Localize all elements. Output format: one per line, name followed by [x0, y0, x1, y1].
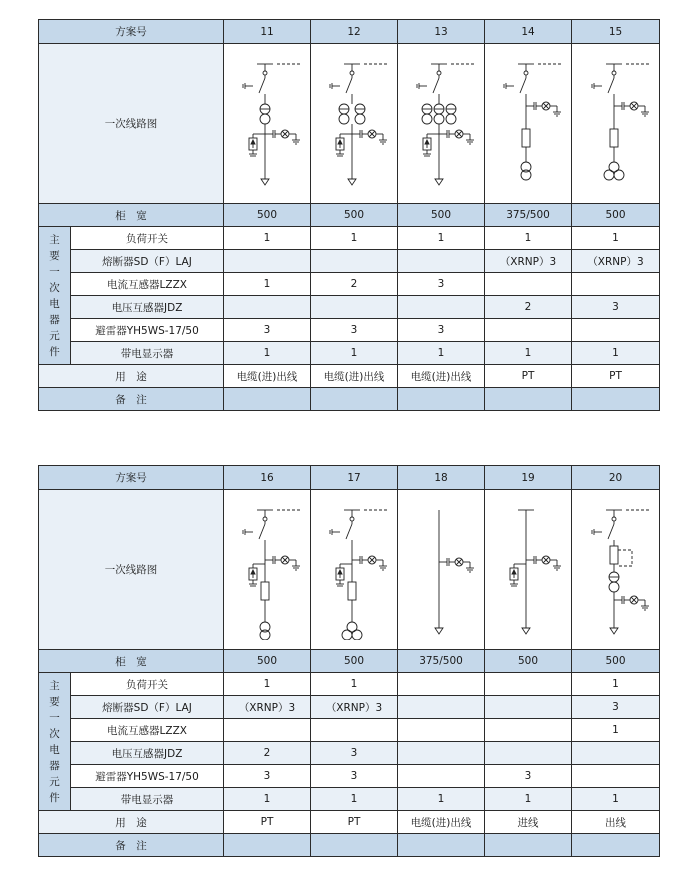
component-value: 3 [311, 742, 398, 765]
component-value: （XRNP）3 [485, 250, 572, 273]
component-value: 1 [311, 342, 398, 365]
component-value [311, 296, 398, 319]
component-value: （XRNP）3 [311, 696, 398, 719]
scheme-number: 19 [485, 466, 572, 490]
component-name: 电压互感器JDZ [71, 742, 224, 765]
component-name: 电压互感器JDZ [71, 296, 224, 319]
diagram-cell [224, 490, 311, 650]
main-components-group-label [39, 227, 71, 365]
scheme-number: 15 [572, 20, 660, 44]
scheme-number: 16 [224, 466, 311, 490]
scheme-table-1 [38, 19, 660, 411]
component-value: 3 [398, 319, 485, 342]
circuit-diagram-icon [227, 54, 307, 194]
component-value: 1 [572, 227, 660, 250]
component-name: 避雷器YH5WS-17/50 [71, 765, 224, 788]
circuit-diagram-icon [488, 500, 568, 640]
group-label-char: 主 [49, 233, 60, 246]
component-value: 3 [224, 765, 311, 788]
component-value [485, 319, 572, 342]
component-value [224, 719, 311, 742]
group-label-char: 元 [49, 775, 60, 788]
component-value: 2 [485, 296, 572, 319]
component-value [311, 719, 398, 742]
circuit-diagram-icon [227, 500, 307, 640]
component-value: 3 [398, 273, 485, 296]
usage-value: 出线 [572, 811, 660, 834]
component-value: 1 [311, 788, 398, 811]
cabinet-width-value: 500 [572, 204, 660, 227]
component-value [224, 296, 311, 319]
circuit-diagram-icon [488, 54, 568, 194]
diagram-row-label: 一次线路图 [39, 44, 224, 204]
component-value: （XRNP）3 [572, 250, 660, 273]
component-name: 带电显示器 [71, 342, 224, 365]
diagram-cell [485, 44, 572, 204]
usage-value: PT [311, 811, 398, 834]
component-value [572, 319, 660, 342]
cabinet-width-value: 375/500 [398, 650, 485, 673]
diagram-cell [311, 490, 398, 650]
scheme-number: 17 [311, 466, 398, 490]
scheme-number: 13 [398, 20, 485, 44]
diagram-cell [572, 44, 660, 204]
component-value [485, 719, 572, 742]
group-label-char: 电 [49, 297, 60, 310]
component-value [398, 765, 485, 788]
diagram-cell [398, 490, 485, 650]
main-components-group-label [39, 673, 71, 811]
component-value: 3 [224, 319, 311, 342]
diagram-cell [398, 44, 485, 204]
remark-value [485, 388, 572, 411]
circuit-diagram-icon [401, 54, 481, 194]
group-label-char: 要 [49, 695, 60, 708]
component-value: 1 [572, 342, 660, 365]
remark-label: 备 注 [39, 388, 224, 411]
group-label-char: 器 [49, 313, 60, 326]
diagram-cell [485, 490, 572, 650]
cabinet-width-label: 柜 宽 [39, 650, 224, 673]
circuit-diagram-icon [314, 500, 394, 640]
group-label-char: 一 [49, 265, 60, 278]
diagram-cell [311, 44, 398, 204]
usage-label: 用 途 [39, 365, 224, 388]
usage-value: 电缆(进)出线 [398, 365, 485, 388]
component-value: 1 [572, 788, 660, 811]
scheme-number: 18 [398, 466, 485, 490]
component-name: 负荷开关 [71, 673, 224, 696]
remark-value [398, 834, 485, 857]
component-value [398, 673, 485, 696]
remark-label: 备 注 [39, 834, 224, 857]
remark-value [224, 834, 311, 857]
remark-value [572, 388, 660, 411]
cabinet-width-value: 500 [311, 650, 398, 673]
group-label-char: 元 [49, 329, 60, 342]
component-name: 电流互感器LZZX [71, 273, 224, 296]
usage-value: 电缆(进)出线 [224, 365, 311, 388]
component-name: 负荷开关 [71, 227, 224, 250]
scheme-number: 14 [485, 20, 572, 44]
circuit-diagram-icon [401, 500, 481, 640]
diagram-cell [572, 490, 660, 650]
component-value [572, 765, 660, 788]
cabinet-width-value: 500 [311, 204, 398, 227]
group-label-char: 次 [49, 281, 60, 294]
scheme-number: 11 [224, 20, 311, 44]
component-value [485, 273, 572, 296]
scheme-table-2 [38, 465, 660, 857]
circuit-diagram-icon [576, 54, 656, 194]
cabinet-width-value: 500 [224, 204, 311, 227]
component-value: 1 [224, 673, 311, 696]
group-label-char: 件 [49, 791, 60, 804]
component-value: 1 [485, 342, 572, 365]
cabinet-width-value: 500 [224, 650, 311, 673]
usage-value: 电缆(进)出线 [398, 811, 485, 834]
group-label-char: 一 [49, 711, 60, 724]
component-value [485, 673, 572, 696]
component-value: 1 [311, 673, 398, 696]
component-value: 3 [572, 296, 660, 319]
component-name: 带电显示器 [71, 788, 224, 811]
component-value: 1 [485, 788, 572, 811]
component-value: 1 [224, 788, 311, 811]
cabinet-width-value: 500 [485, 650, 572, 673]
cabinet-width-value: 500 [398, 204, 485, 227]
component-value [572, 742, 660, 765]
usage-value: 电缆(进)出线 [311, 365, 398, 388]
group-label-char: 件 [49, 345, 60, 358]
scheme-number: 20 [572, 466, 660, 490]
component-value [224, 250, 311, 273]
group-label-char: 主 [49, 679, 60, 692]
component-value: 1 [224, 227, 311, 250]
component-value: 1 [398, 227, 485, 250]
circuit-diagram-icon [576, 500, 656, 640]
group-label-char: 要 [49, 249, 60, 262]
component-value: 2 [311, 273, 398, 296]
component-value: 1 [311, 227, 398, 250]
remark-value [311, 388, 398, 411]
component-value: 1 [224, 342, 311, 365]
component-name: 熔断器SD（F）LAJ [71, 250, 224, 273]
cabinet-width-value: 500 [572, 650, 660, 673]
component-value [398, 719, 485, 742]
remark-value [485, 834, 572, 857]
component-value [398, 696, 485, 719]
group-label-char: 器 [49, 759, 60, 772]
usage-label: 用 途 [39, 811, 224, 834]
scheme-no-label: 方案号 [39, 20, 224, 44]
diagram-row-label: 一次线路图 [39, 490, 224, 650]
component-value: 1 [224, 273, 311, 296]
group-label-char: 电 [49, 743, 60, 756]
usage-value: PT [224, 811, 311, 834]
component-value: 3 [572, 696, 660, 719]
group-label-char: 次 [49, 727, 60, 740]
scheme-no-label: 方案号 [39, 466, 224, 490]
component-value: 3 [311, 765, 398, 788]
component-value: 1 [485, 227, 572, 250]
component-value [398, 742, 485, 765]
remark-value [311, 834, 398, 857]
cabinet-width-label: 柜 宽 [39, 204, 224, 227]
usage-value: PT [485, 365, 572, 388]
usage-value: 进线 [485, 811, 572, 834]
component-name: 避雷器YH5WS-17/50 [71, 319, 224, 342]
component-name: 电流互感器LZZX [71, 719, 224, 742]
remark-value [572, 834, 660, 857]
component-value: 3 [311, 319, 398, 342]
diagram-cell [224, 44, 311, 204]
component-value: 1 [398, 342, 485, 365]
component-value: 1 [572, 719, 660, 742]
component-value: 1 [398, 788, 485, 811]
circuit-diagram-icon [314, 54, 394, 194]
component-value [485, 696, 572, 719]
remark-value [224, 388, 311, 411]
component-value: 3 [485, 765, 572, 788]
component-value [398, 296, 485, 319]
component-value [398, 250, 485, 273]
scheme-number: 12 [311, 20, 398, 44]
component-value: 1 [572, 673, 660, 696]
component-value [485, 742, 572, 765]
usage-value: PT [572, 365, 660, 388]
component-value: 2 [224, 742, 311, 765]
component-name: 熔断器SD（F）LAJ [71, 696, 224, 719]
component-value [572, 273, 660, 296]
component-value [311, 250, 398, 273]
remark-value [398, 388, 485, 411]
cabinet-width-value: 375/500 [485, 204, 572, 227]
component-value: （XRNP）3 [224, 696, 311, 719]
